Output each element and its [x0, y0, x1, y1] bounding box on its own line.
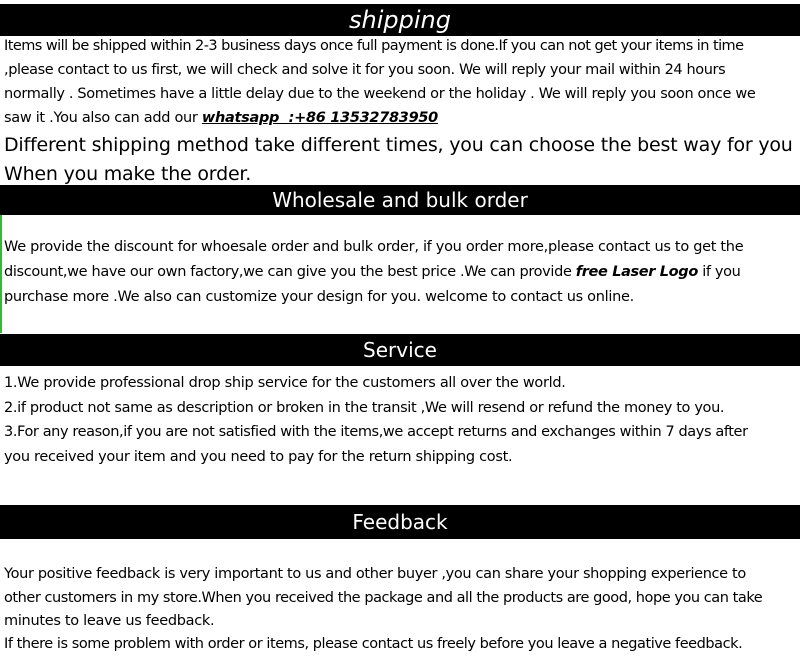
shipping-line-2: ,please contact to us first, we will check and solve it for you soon. We will reply your mail within 24 hours	[4, 62, 726, 78]
shipping-heading: shipping	[349, 6, 451, 34]
service-line-3: 3.For any reason,if you are not satisfied with the items,we accept returns and exchanges within 7 days after	[4, 424, 748, 440]
wholesale-heading-bar	[0, 185, 800, 215]
wholesale-line-3: purchase more .We also can customize your design for you. welcome to contact us online.	[4, 289, 634, 305]
service-heading: Service	[363, 338, 437, 362]
feedback-line-2: other customers in my store.When you received the package and all the products are good, hope you can take	[4, 590, 763, 606]
feedback-line-1: Your positive feedback is very important to us and other buyer ,you can share your shopping experience to	[4, 566, 746, 582]
service-line-4: you received your item and you need to pay for the return shipping cost.	[4, 449, 513, 465]
wholesale-line-2-text: discount,we have our own factory,we can give you the best price .We can provide	[4, 264, 576, 280]
wholesale-line-2	[4, 264, 740, 280]
service-line-2: 2.if product not same as description or broken in the transit ,We will resend or refund the money to you.	[4, 400, 725, 416]
side-marker	[0, 215, 2, 333]
free-laser-logo: free Laser Logo	[575, 264, 698, 280]
shipping-line-1: Items will be shipped within 2-3 business days once full payment is done.If you can not get your items in time	[4, 38, 744, 54]
whatsapp-contact: whatsapp :+86 13532783950	[201, 110, 438, 126]
shipping-heading-bar	[0, 4, 800, 36]
service-line-1: 1.We provide professional drop ship service for the customers all over the world.	[4, 375, 566, 391]
shipping-line-3: normally . Sometimes have a little delay due to the weekend or the holiday . We will reply you soon once we	[4, 86, 756, 102]
feedback-line-3: minutes to leave us feedback.	[4, 613, 215, 629]
shipping-line-4-text: saw it .You also can add our	[4, 110, 202, 126]
feedback-heading: Feedback	[352, 510, 448, 534]
wholesale-line-2-end: if you	[697, 264, 741, 280]
wholesale-heading: Wholesale and bulk order	[272, 188, 528, 212]
feedback-heading-bar	[0, 505, 800, 539]
wholesale-line-1: We provide the discount for whoesale order and bulk order, if you order more,please contact us to get the	[4, 239, 744, 255]
shipping-method-line-2: When you make the order.	[4, 163, 252, 185]
service-heading-bar	[0, 334, 800, 366]
shipping-method-line-1: Different shipping method take different times, you can choose the best way for you	[4, 134, 793, 156]
feedback-line-4: If there is some problem with order or items, please contact us freely before you leave a negative feedback.	[4, 636, 743, 652]
shipping-line-4	[4, 110, 438, 126]
